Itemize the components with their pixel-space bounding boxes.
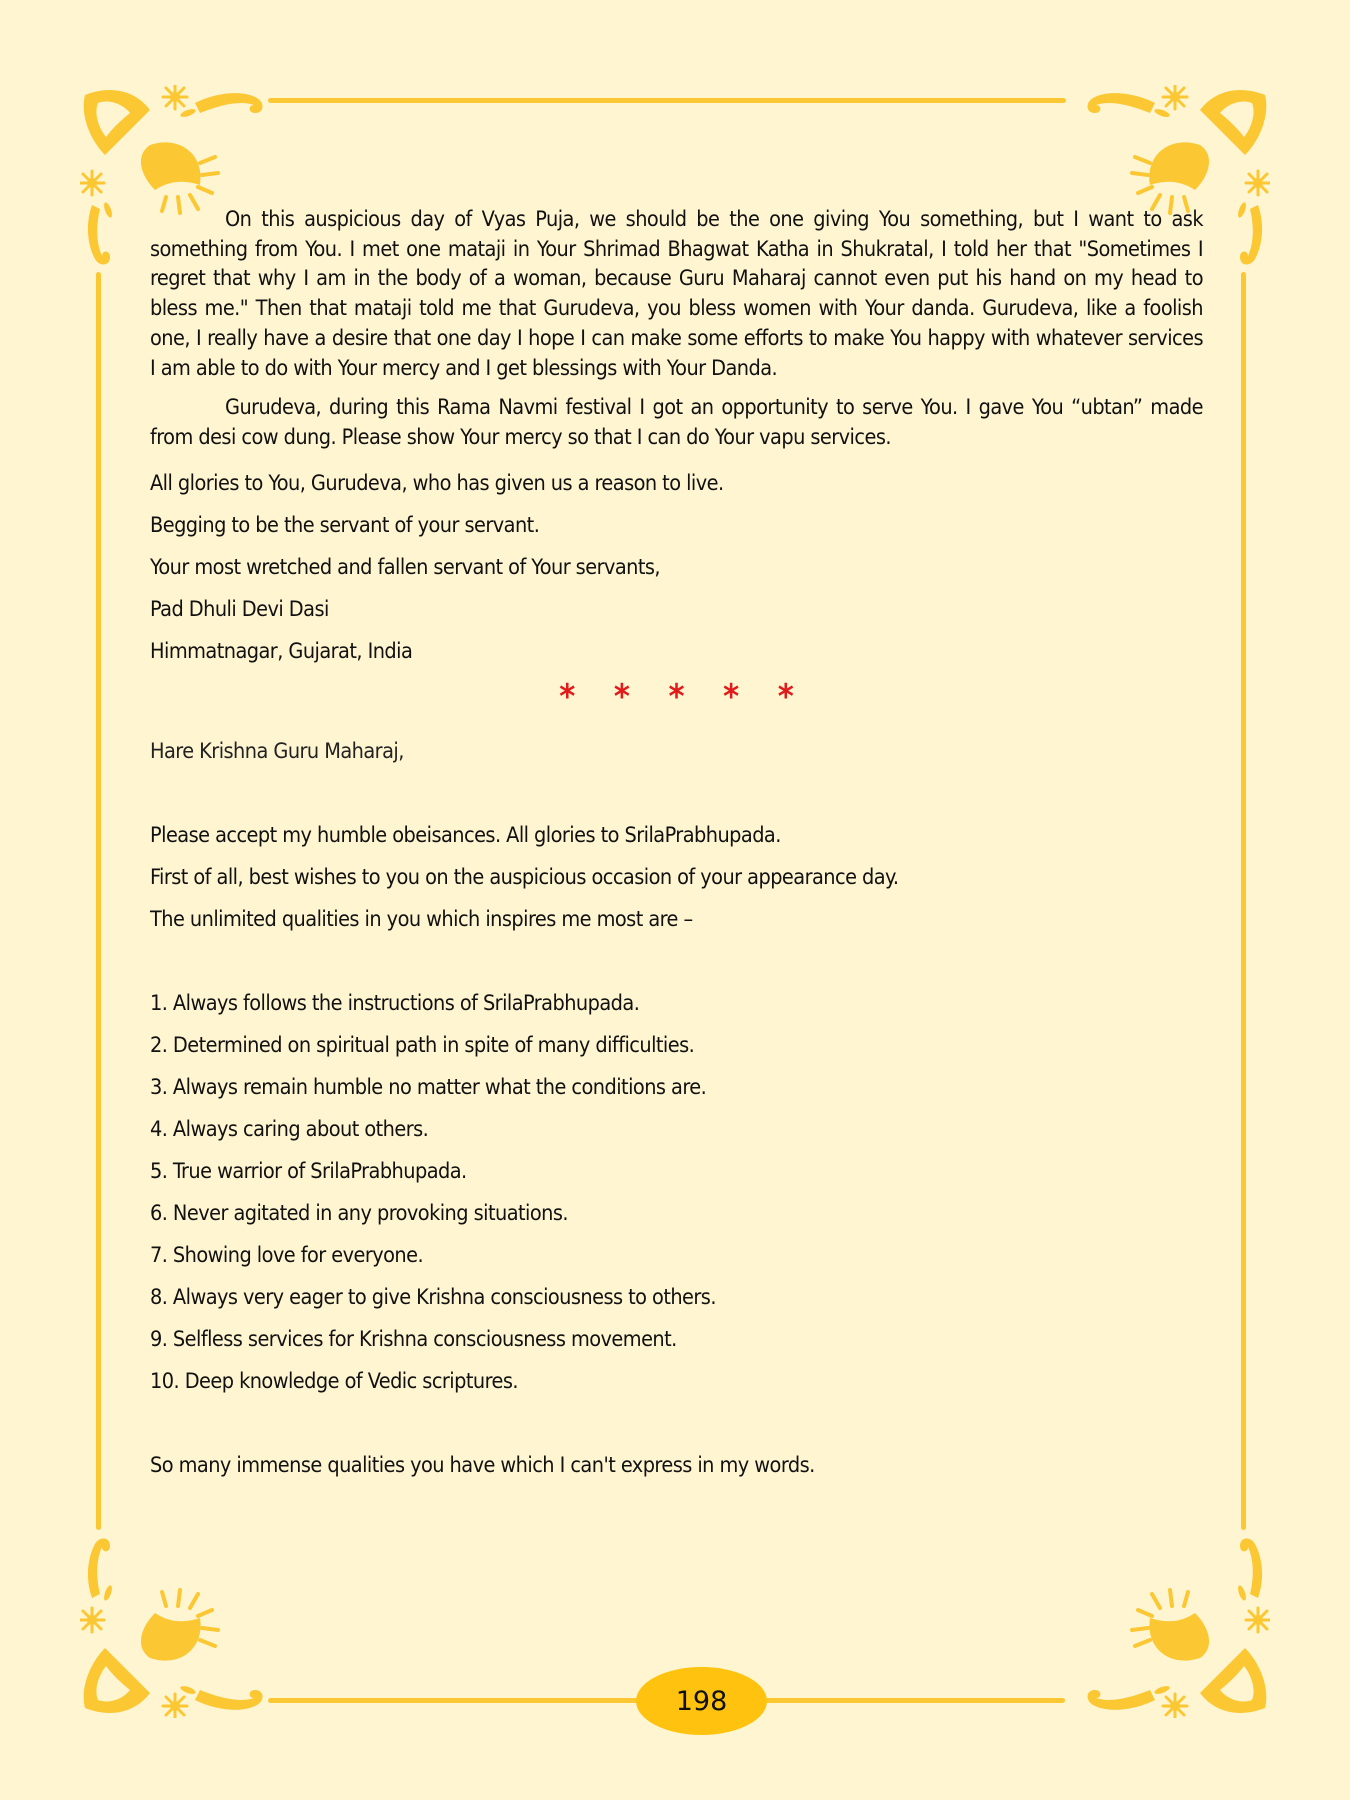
section-separator-stars: * * * * * — [559, 676, 808, 717]
letter2-greeting: Hare Krishna Guru Maharaj, — [150, 738, 404, 764]
page-content — [150, 205, 1203, 1487]
list-item: 8. Always very eager to give Krishna consciousness to others. — [150, 1284, 716, 1310]
letter2-intro-line: The unlimited qualities in you which inspires me most are – — [150, 906, 693, 932]
list-item: 5. True warrior of SrilaPrabhupada. — [150, 1158, 467, 1184]
letter1-closing-line: All glories to You, Gurudeva, who has given us a reason to live. — [150, 470, 724, 496]
letter2-intro-line: Please accept my humble obeisances. All glories to SrilaPrabhupada. — [150, 822, 781, 848]
letter1-signature-location: Himmatnagar, Gujarat, India — [150, 638, 413, 664]
letter1-signature-name: Pad Dhuli Devi Dasi — [150, 596, 329, 622]
page-number: 198 — [675, 1685, 728, 1717]
border-bottom-line-left — [268, 1698, 638, 1703]
letter1-paragraph-1: On this auspicious day of Vyas Puja, we should be the one giving You something, but I want to ask something from You. I met one mataji in Your Shrimad Bhagwat Katha in Shukratal, I told her that "Sometimes I regret that why I am in the body of a woman, because Guru Maharaj cannot even put his hand on my head to bless me." Then that mataji told me that Gurudeva, you bless women with Your danda. Gurudeva, like a foolish one, I really have a desire that one day I hope I can make some efforts to make You happy with whatever services I am able to do with Your mercy and I get blessings with Your Danda. — [150, 207, 1203, 381]
ornament-bottom-right-icon — [1070, 1528, 1270, 1718]
spacer — [150, 773, 1203, 815]
list-item: 10. Deep knowledge of Vedic scriptures. — [150, 1368, 519, 1394]
letter1-closing-line: Begging to be the servant of your servant. — [150, 512, 540, 538]
spacer — [150, 941, 1203, 983]
letter2-intro-line: First of all, best wishes to you on the auspicious occasion of your appearance day. — [150, 864, 899, 890]
letter1-paragraph-2: Gurudeva, during this Rama Navmi festival I got an opportunity to serve You. I gave You “ubtan” made from desi cow dung. Please show Your mercy so that I can do Your vapu services. — [150, 395, 1203, 450]
list-item: 1. Always follows the instructions of SrilaPrabhupada. — [150, 990, 640, 1016]
list-item: 7. Showing love for everyone. — [150, 1242, 424, 1268]
list-item: 2. Determined on spiritual path in spite of many difficulties. — [150, 1032, 695, 1058]
list-item: 4. Always caring about others. — [150, 1116, 429, 1142]
letter1-closing-line: Your most wretched and fallen servant of Your servants, — [150, 554, 661, 580]
border-left-line — [96, 272, 101, 1530]
ornament-bottom-left-icon — [80, 1528, 280, 1718]
list-item: 3. Always remain humble no matter what the conditions are. — [150, 1074, 707, 1100]
border-top-line — [268, 98, 1066, 103]
letter2-closing: So many immense qualities you have which I can't express in my words. — [150, 1452, 815, 1478]
qualities-list — [150, 983, 1203, 1403]
list-item: 9. Selfless services for Krishna consciousness movement. — [150, 1326, 677, 1352]
border-right-line — [1241, 272, 1246, 1530]
list-item: 6. Never agitated in any provoking situations. — [150, 1200, 568, 1226]
page-number-badge — [636, 1667, 767, 1735]
border-bottom-line-right — [765, 1698, 1065, 1703]
spacer — [150, 1403, 1203, 1445]
